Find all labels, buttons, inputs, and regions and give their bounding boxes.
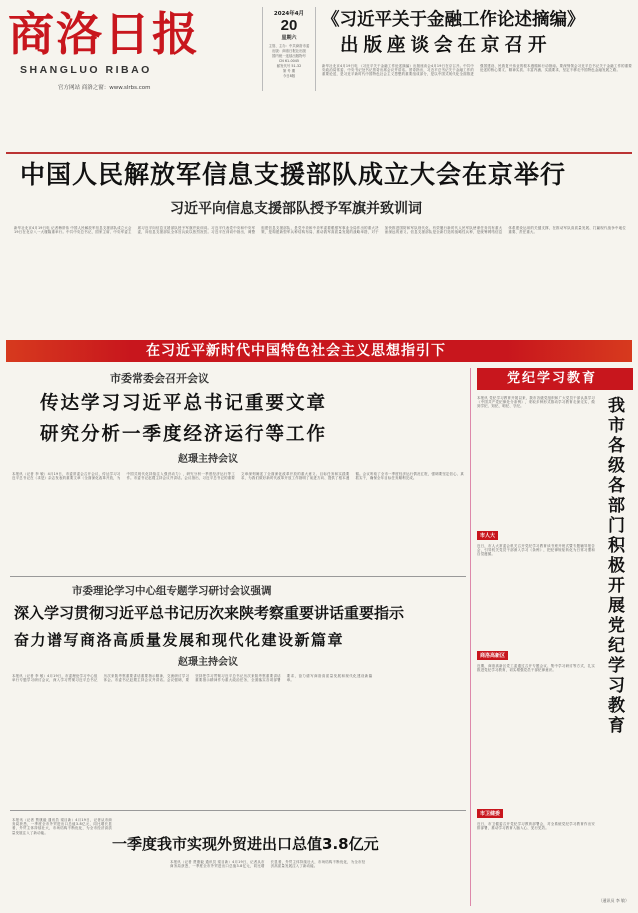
- sidebar-item-1: [477, 642, 595, 792]
- study-kicker: 市委理论学习中心组专题学习研讨会议强调: [72, 585, 272, 597]
- meeting-body: 本报讯（记者 李 敏）4月19日，市委常委会召开会议，传达学习习近平总书记在《求是》杂志发表的重要文章《全面深化改革开放，为中国式现代化持续注入强劲动力》，研究分析一季度经济运行等工作。市委书记赵璟主持会议并讲话。会议指出，习近平总书记的重要文章深刻阐述了全面深化改革开放的重大意义、目标任务和实践要求，为我们做好新时代改革开放工作指明了前进方向、提供了根本遵循。会议听取了全市一季度经济运行情况汇报，强调要坚定信心、真抓实干，确保全年目标任务顺利完成。: [12, 472, 464, 481]
- sidebar-item-body: 近期，商洛高新区党工委通过召开专题会议、集中学习研讨等方式，扎实推进党纪学习教育，切实增强党员干部纪律意识。: [477, 664, 595, 673]
- banner: [6, 340, 632, 362]
- sidebar-item-2: [477, 800, 595, 896]
- sidebar-item-tag: 商洛高新区: [477, 651, 508, 660]
- masthead-info-line: 邮发代号 51-32: [276, 64, 302, 68]
- sidebar-lead-title: [599, 396, 627, 896]
- headline-body: 新华社北京4月19日电 记者梅常伟 中国人民解放军信息支援部队成立大会19日在北京八一大楼隆重举行。中共中央总书记、国家主席、中央军委主席习近平向信息支援部队授予军旗并致训词。习近平代表党中央和中央军委，向信息支援部队全体官兵致以热烈祝贺。习近平在训词中指出，调整组建信息支援部队，是党中央和中央军委着眼强军事业全局作出的重大决策，是构建新型军兵种结构布局、推动我军高质量发展的战略举措，对于加快推进国防和军队现代化、有效履行新时代人民军队使命任务具有重大而深远的意义。信息支援部队是全新打造的战略性兵种，是统筹网络信息体系建设运用的关键支撑，在推动军队高质量发展、打赢现代战争中地位重要、责任重大。: [14, 226, 626, 235]
- lead-title-main: 出版座谈会在京召开: [340, 35, 552, 56]
- sidebar-credit: （通讯员 李 敏）: [598, 898, 629, 903]
- sidebar-item-0: [477, 522, 595, 634]
- masthead-logo: [8, 8, 228, 60]
- masthead-divider: [6, 152, 632, 154]
- sidebar-header: [477, 368, 633, 390]
- sidebar-item-tag: 市卫健委: [477, 809, 503, 818]
- masthead-info-line: CN 61-0045: [278, 59, 300, 63]
- study-title-line2: 奋力谱写商洛高质量发展和现代化建设新篇章: [14, 631, 345, 649]
- divider-2: [10, 810, 466, 811]
- meeting-kicker: 市委常委会召开会议: [110, 372, 209, 385]
- headline-subtitle: 习近平向信息支援部队授予军旗并致训词: [170, 201, 422, 217]
- sidebar-item-body: 近日，市卫健委召开党纪学习教育部署会，对全系统党纪学习教育作出安排部署，推动学习教育入脑入心、见行见效。: [477, 822, 595, 831]
- lead-story-body: 新华社北京4月19日电 《习近平关于金融工作论述摘编》出版座谈会4月19日在京召开。中共中央政治局常委、中央书记处书记蔡奇出席会议并讲话。蔡奇指出，习近平总书记关于金融工作的重要论述，是习近平新时代中国特色社会主义思想的重要组成部分，是以中国式现代化全面推进强国建设、民族复兴伟业的根本遵循和行动指南。要深刻领会习近平总书记关于金融工作的重要论述的核心要义、精神实质、丰富内涵、实践要求，坚定不移走中国特色金融发展之路。: [322, 64, 632, 77]
- date-day: 20: [280, 17, 298, 34]
- date-weekday: 星期六: [281, 35, 297, 41]
- date-box: [262, 7, 316, 91]
- sidebar-item-tag: 市人大: [477, 531, 498, 540]
- divider-1: [10, 576, 466, 577]
- trade-body-continued: 本报讯（记者 贾康毅 通讯员 梁目新）4月19日，记者从市商务局获悉，一季度全市外贸进出口总值3.8亿元，同比增长显著，外贸主体持续壮大，市场结构不断优化，为全市经济高质量发展注入了新动能。: [170, 860, 366, 869]
- lead-title-prefix: 《习近平关于金融工作论述摘编》: [322, 10, 585, 30]
- masthead-info: [263, 44, 315, 79]
- masthead-title: 商洛日报: [8, 7, 200, 61]
- masthead-info-line: 主管、主办：中共商洛市委: [268, 44, 310, 48]
- meeting-byline: 赵璟主持会议: [178, 454, 238, 465]
- banner-text: 在习近平新时代中国特色社会主义思想指引下: [146, 343, 446, 359]
- meeting-title-line2: 研究分析一季度经济运行等工作: [40, 424, 328, 445]
- study-body: 本报讯（记者 李 敏）4月19日，市委理论学习中心组举行专题学习研讨会议，深入学习贯彻习近平总书记历次来陕考察重要讲话重要指示精神，交流研讨学习体会。市委书记赵璟主持会议并讲话。会议强调，要坚持把学习贯彻习近平总书记历次来陕考察重要讲话重要指示精神作为重大政治任务，全面落实各项部署要求，奋力谱写商洛高质量发展和现代化建设新篇章。: [12, 674, 373, 683]
- meeting-title-line1: 传达学习习近平总书记重要文章: [40, 393, 328, 414]
- date-year-month: 2024年4月: [273, 11, 305, 17]
- trade-title: 一季度我市实现外贸进出口总值3.8亿元: [112, 835, 379, 853]
- masthead-website[interactable]: 官方网站 商洛之窗：www.slrbs.com: [58, 85, 151, 91]
- masthead-info-line: 今日8版: [282, 74, 296, 78]
- masthead-info-line: 出版：商洛日报社出版: [272, 49, 306, 53]
- sidebar: [470, 368, 633, 906]
- sidebar-header-text: 党纪学习教育: [507, 371, 598, 386]
- sidebar-lead-title-text: 我市各级各部门积极开展党纪学习教育: [604, 396, 624, 736]
- study-title-line1: 深入学习贯彻习近平总书记历次来陕考察重要讲话重要指示: [14, 604, 405, 622]
- trade-body: 本报讯（记者 贾康毅 通讯员 梁目新）4月19日，记者从市商务局获悉，一季度全市外贸进出口总值3.8亿元，同比增长显著，外贸主体持续壮大，市场结构不断优化，为全市经济高质量发展注入了新动能。: [12, 818, 112, 835]
- masthead-info-line: 第 号 期: [282, 69, 296, 73]
- masthead-info-line: 国内统一连续出版物号: [272, 54, 306, 58]
- masthead-pinyin: SHANGLUO RIBAO: [20, 64, 152, 76]
- sidebar-lead-body: 本报讯 党纪学习教育开展以来，我市各级党组织和广大党员干部认真学习《中国共产党纪律处分条例》，采取多种形式推动学习教育走深走实，做到学纪、知纪、明纪、守纪。: [477, 396, 595, 409]
- sidebar-item-body: 近日，市人大常委会机关召开党纪学习教育读书班开班式暨专题辅导报告会，引导机关党员干部深入学习《条例》，把纪律规矩转化为日常习惯和自觉遵循。: [477, 544, 595, 557]
- headline-title: 中国人民解放军信息支援部队成立大会在京举行: [20, 160, 567, 189]
- study-byline: 赵璟主持会议: [178, 657, 238, 668]
